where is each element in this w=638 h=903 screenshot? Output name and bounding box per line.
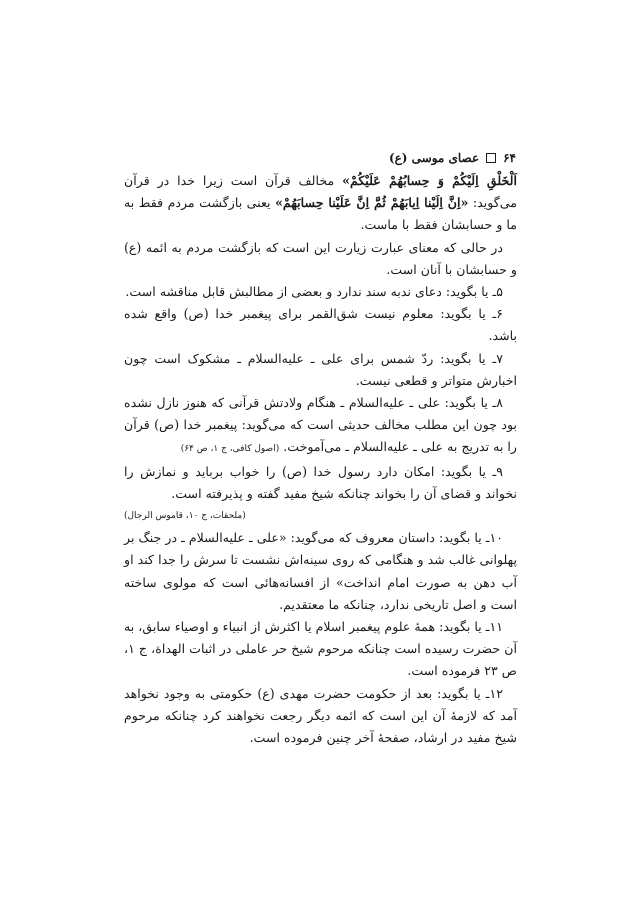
running-header — [389, 151, 516, 165]
list-item-12: ۱۲ـ یا بگوید: بعد از حکومت حضرت مهدی (ع) حکومتی به وجود نخواهد آمد که لازمهٔ آن این است که ائمه دیگر رجعت نخواهند کرد چنانکه مرحوم شیخ مفید در ارشاد، صفحهٔ آخر چنین فرموده است. — [124, 685, 517, 746]
square-separator-icon — [486, 153, 496, 163]
list-item-8 — [124, 392, 517, 461]
list-item-6: ۶ـ یا بگوید: معلوم نیست شق‌القمر برای پیغمبر خدا (ص) واقع شده باشد. — [124, 306, 517, 344]
text-segment: یعنی بازگشت مردم فقط به ما و حسابشان فقط با ماست. — [124, 195, 517, 233]
paragraph-ziyarat-meaning: در حالی که معنای عبارت زیارت این است که بازگشت مردم به ائمه (ع) و حسابشان با آنان است. — [124, 239, 517, 277]
citation-usul-kafi: (اصول کافی، ج ۱، ص ۶۴) — [180, 444, 280, 455]
list-item-10: ۱۰ـ یا بگوید: داستان معروف که می‌گوید: «علی ـ علیه‌السلام ـ در جنگ بر پهلوانی غالب شد و هنگامی که روی سینه‌اش نشست تا سرش را جدا کند او آب دهن به صورت امام انداخت» از افسانه‌هائی است که مولوی ساخته است و اصل تاریخی ندارد، چنانکه ما معتقدیم. — [124, 530, 517, 612]
text-segment: مخالف قرآن است زیرا خدا در قرآن می‌گوید: — [124, 173, 517, 211]
arabic-phrase: اَلْخَلْقِ اِلَیْکُمْ وَ حِسابُهُمْ عَلَیْکُمْ» — [342, 173, 517, 188]
book-title: عصای موسی (ع) — [388, 151, 480, 165]
body-text — [124, 170, 517, 749]
page-number: ۶۴ — [503, 151, 516, 165]
paragraph-quran-argument — [124, 170, 517, 237]
list-item-7: ۷ـ یا بگوید: ردّ شمس برای علی ـ علیه‌السلام ـ مشکوک است چون اخبارش متواتر و قطعی نیست. — [124, 350, 517, 388]
quran-verse: «اِنَّ اِلَیْنا اِیابَهُمْ ثُمَّ اِنَّ عَلَیْنا حِسابَهُمْ» — [275, 195, 469, 211]
list-item-8-text: ۸ـ یا بگوید: علی ـ علیه‌السلام ـ هنگام ولادتش قرآنی که هنوز نازل نشده بود چون این مطلب مخالف حدیثی است که می‌گوید: پیغمبر خدا (ص) قرآن را به تدریج به علی ـ علیه‌السلام ـ می‌آموخت. — [124, 395, 517, 455]
citation-qamus-rijal: (ملحقات، ج ۱۰، قاموس الرجال) — [124, 511, 246, 522]
list-item-5: ۵ـ یا بگوید: دعای ندبه سند ندارد و بعضی از مطالبش قابل مناقشه است. — [125, 284, 503, 300]
list-item-11: ۱۱ـ یا بگوید: همهٔ علوم پیغمبر اسلام یا اکثرش از انبیاء و اوصیاء سابق، به آن حضرت رسیده است چنانکه مرحوم شیخ حر عاملی در اثبات الهداة، ج ۱، ص ۲۳ فرموده است. — [124, 619, 517, 679]
list-item-9: ۹ـ یا بگوید: امکان دارد رسول خدا (ص) را خواب برباید و نمازش را نخواند و قضای آن را بخواند چنانکه شیخ مفید گفته و پذیرفته است. — [124, 463, 517, 501]
